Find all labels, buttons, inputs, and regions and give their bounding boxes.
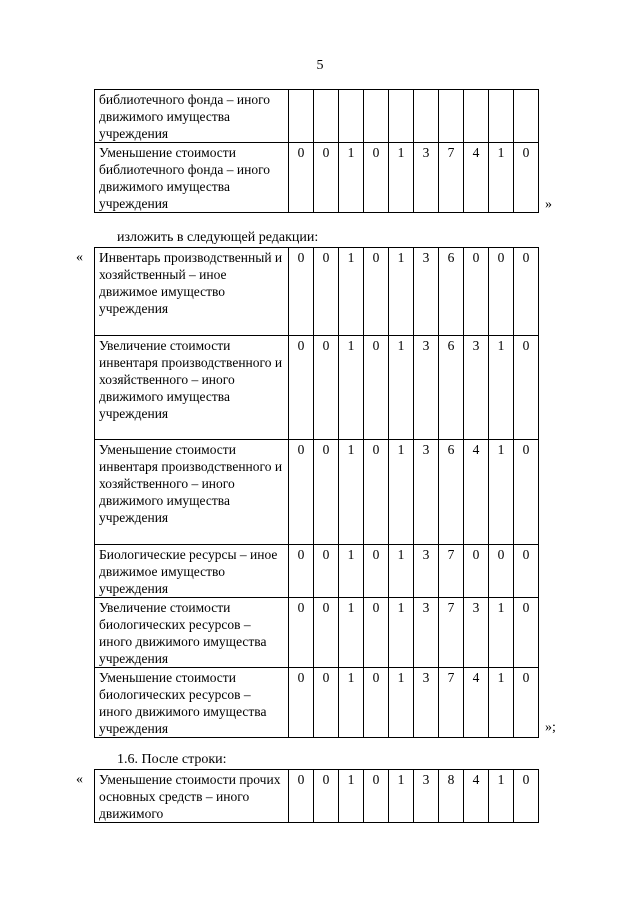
table-row [95, 770, 539, 823]
digit-cell [314, 90, 339, 143]
row-label: Уменьшение стоимости инвентаря производственного и хозяйственного – иного движимого имущества учреждения [95, 440, 289, 545]
digit-cell: 0 [364, 770, 389, 823]
digit-cell: 3 [414, 143, 439, 213]
digit-cell: 3 [414, 770, 439, 823]
digit-cell: 0 [314, 770, 339, 823]
digit-cell: 1 [389, 248, 414, 336]
digit-cell: 3 [414, 598, 439, 668]
digit-cell: 0 [314, 440, 339, 545]
row-label: библиотечного фонда – иного движимого имущества учреждения [95, 90, 289, 143]
digit-cell: 0 [364, 143, 389, 213]
row-label: Уменьшение стоимости библиотечного фонда – иного движимого имущества учреждения [95, 143, 289, 213]
digit-cell: 4 [464, 143, 489, 213]
digit-cell: 6 [439, 440, 464, 545]
digit-cell: 4 [464, 440, 489, 545]
digit-cell: 1 [389, 770, 414, 823]
digit-cell: 0 [514, 598, 539, 668]
opening-quote: « [76, 772, 83, 787]
digit-cell: 1 [489, 143, 514, 213]
digit-cell: 0 [364, 336, 389, 440]
table-row [95, 668, 539, 738]
digit-cell: 0 [514, 143, 539, 213]
code-table-1 [94, 89, 539, 213]
digit-cell: 0 [314, 248, 339, 336]
digit-cell: 1 [339, 668, 364, 738]
digit-cell [514, 90, 539, 143]
digit-cell: 1 [389, 545, 414, 598]
digit-cell: 0 [289, 545, 314, 598]
table-row [95, 248, 539, 336]
table-row [95, 143, 539, 213]
table-row [95, 598, 539, 668]
digit-cell: 0 [314, 545, 339, 598]
table-row [95, 336, 539, 440]
digit-cell: 0 [289, 598, 314, 668]
digit-cell: 0 [364, 598, 389, 668]
digit-cell: 1 [339, 248, 364, 336]
intro-text: изложить в следующей редакции: [117, 230, 319, 245]
digit-cell: 1 [389, 440, 414, 545]
digit-cell: 0 [364, 668, 389, 738]
closing-quote: » [545, 197, 552, 212]
row-label: Инвентарь производственный и хозяйственный – иное движимое имущество учреждения [95, 248, 289, 336]
row-label: Увеличение стоимости инвентаря производственного и хозяйственного – иного движимого имущества учреждения [95, 336, 289, 440]
digit-cell: 4 [464, 668, 489, 738]
digit-cell: 1 [339, 545, 364, 598]
row-label: Уменьшение стоимости прочих основных средств – иного движимого [95, 770, 289, 823]
code-table-2 [94, 247, 539, 738]
row-label: Увеличение стоимости биологических ресурсов – иного движимого имущества учреждения [95, 598, 289, 668]
digit-cell: 0 [314, 336, 339, 440]
digit-cell: 0 [514, 440, 539, 545]
digit-cell [389, 90, 414, 143]
digit-cell: 1 [489, 598, 514, 668]
digit-cell: 0 [289, 248, 314, 336]
digit-cell: 1 [389, 668, 414, 738]
digit-cell: 1 [489, 668, 514, 738]
digit-cell: 1 [339, 440, 364, 545]
digit-cell: 1 [489, 336, 514, 440]
digit-cell: 1 [389, 143, 414, 213]
digit-cell [489, 90, 514, 143]
digit-cell: 7 [439, 598, 464, 668]
digit-cell [414, 90, 439, 143]
digit-cell: 0 [364, 248, 389, 336]
digit-cell: 0 [514, 668, 539, 738]
digit-cell: 0 [489, 248, 514, 336]
digit-cell: 0 [289, 668, 314, 738]
page-number: 5 [316, 58, 324, 73]
digit-cell: 0 [289, 143, 314, 213]
digit-cell: 3 [414, 248, 439, 336]
digit-cell [339, 90, 364, 143]
digit-cell: 1 [389, 336, 414, 440]
digit-cell: 0 [289, 336, 314, 440]
digit-cell: 3 [414, 336, 439, 440]
digit-cell: 0 [289, 770, 314, 823]
digit-cell: 1 [339, 770, 364, 823]
table-row [95, 545, 539, 598]
digit-cell: 7 [439, 545, 464, 598]
closing-quote: »; [545, 720, 556, 735]
digit-cell: 3 [414, 668, 439, 738]
digit-cell [439, 90, 464, 143]
digit-cell: 3 [464, 598, 489, 668]
digit-cell: 0 [514, 248, 539, 336]
digit-cell: 0 [314, 598, 339, 668]
code-table-3 [94, 769, 539, 823]
table-row [95, 440, 539, 545]
digit-cell: 7 [439, 143, 464, 213]
digit-cell: 1 [489, 770, 514, 823]
digit-cell: 7 [439, 668, 464, 738]
digit-cell: 0 [514, 545, 539, 598]
digit-cell [464, 90, 489, 143]
digit-cell: 1 [339, 598, 364, 668]
digit-cell: 0 [464, 545, 489, 598]
digit-cell: 8 [439, 770, 464, 823]
digit-cell: 0 [364, 545, 389, 598]
digit-cell: 0 [514, 336, 539, 440]
digit-cell: 1 [339, 336, 364, 440]
digit-cell: 0 [489, 545, 514, 598]
digit-cell: 3 [414, 440, 439, 545]
digit-cell: 0 [289, 440, 314, 545]
row-label: Уменьшение стоимости биологических ресурсов – иного движимого имущества учреждения [95, 668, 289, 738]
digit-cell: 3 [414, 545, 439, 598]
digit-cell: 4 [464, 770, 489, 823]
digit-cell: 6 [439, 336, 464, 440]
digit-cell: 1 [389, 598, 414, 668]
digit-cell: 0 [514, 770, 539, 823]
digit-cell: 3 [464, 336, 489, 440]
digit-cell: 1 [489, 440, 514, 545]
row-label: Биологические ресурсы – иное движимое имущество учреждения [95, 545, 289, 598]
digit-cell: 0 [464, 248, 489, 336]
digit-cell: 0 [364, 440, 389, 545]
digit-cell [364, 90, 389, 143]
digit-cell: 1 [339, 143, 364, 213]
section-heading: 1.6. После строки: [117, 752, 227, 767]
opening-quote: « [76, 250, 83, 265]
table-row [95, 90, 539, 143]
digit-cell: 0 [314, 668, 339, 738]
digit-cell: 0 [314, 143, 339, 213]
digit-cell [289, 90, 314, 143]
digit-cell: 6 [439, 248, 464, 336]
